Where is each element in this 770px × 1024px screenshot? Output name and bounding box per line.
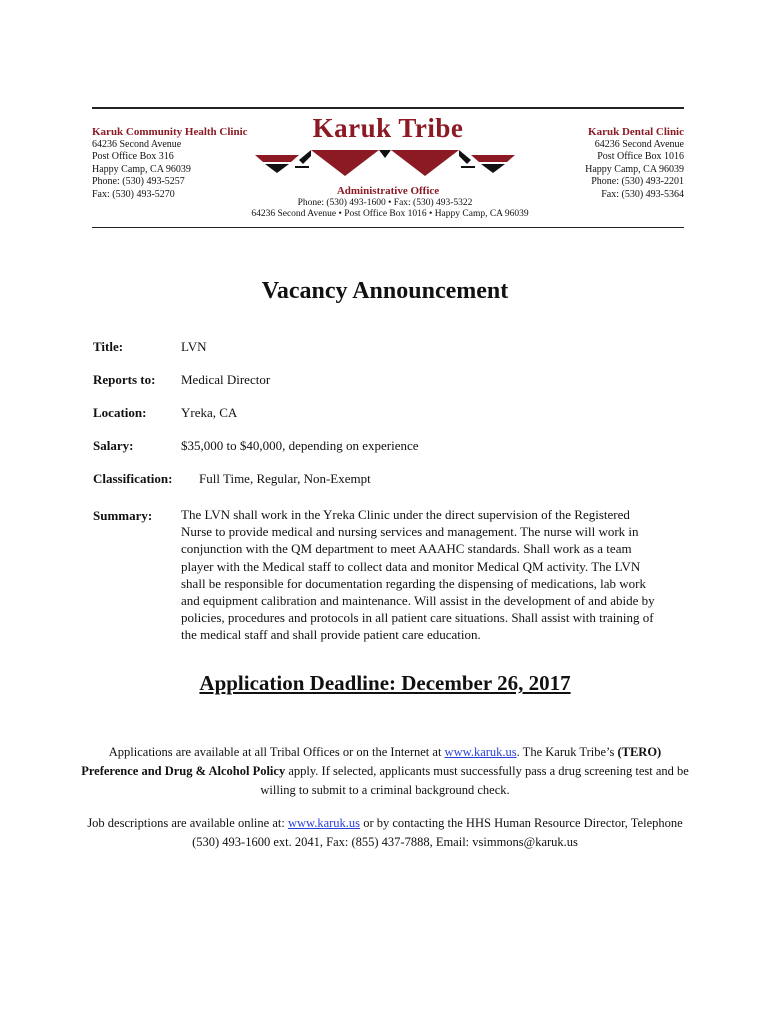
applications-paragraph bbox=[80, 743, 690, 800]
karuk-website-link[interactable]: www.karuk.us bbox=[444, 745, 517, 759]
left-clinic-address2: Post Office Box 316 bbox=[92, 151, 174, 163]
letterhead-bottom-rule bbox=[92, 227, 684, 228]
applications-text-3: apply. If selected, applicants must successfully pass a drug screening test and be willing to submit to a criminal background check. bbox=[260, 764, 689, 797]
applications-text: Applications are available at all Tribal Offices or on the Internet at bbox=[108, 745, 445, 759]
job-descriptions-paragraph bbox=[80, 814, 690, 852]
classification-label: Classification: bbox=[93, 471, 173, 486]
applications-text-2: . The Karuk Tribe’s bbox=[516, 745, 618, 759]
summary-text: The LVN shall work in the Yreka Clinic under the direct supervision of the Registered Nurse to provide medical and nursing services and management. The nurse will work in conjunction with the QM department to meet AAAHC standards. Shall work as a team player with the Medical staff to collect data and monitor Medical QM activity. The LVN shall be responsible for documentation regarding the dispensing of medications, lab work and equipment calibration and maintenance. Will assist in the development of and abide by policies, procedures and protocols in all patient care situations. Shall assist with training of the medical staff and shall provide patient care education. bbox=[181, 507, 655, 643]
job-descriptions-text: Job descriptions are available online at: bbox=[87, 816, 288, 830]
right-clinic-address2: Post Office Box 1016 bbox=[597, 151, 684, 163]
letterhead-top-rule bbox=[92, 107, 684, 109]
job-descriptions-text-2: or by contacting the HHS Human Resource Director, Telephone (530) 493-1600 ext. 2041, Fax: (855) 437-7888, Email: vsimmons@karuk.us bbox=[192, 816, 683, 849]
title-field-label: Title: bbox=[93, 339, 124, 354]
salary-value: $35,000 to $40,000, depending on experience bbox=[181, 438, 419, 453]
office-phone-line: Phone: (530) 493-1600 • Fax: (530) 493-5322 bbox=[297, 198, 473, 208]
right-clinic-address1: 64236 Second Avenue bbox=[594, 138, 684, 150]
right-clinic-fax: Fax: (530) 493-5364 bbox=[601, 188, 684, 200]
location-value: Yreka, CA bbox=[181, 405, 238, 420]
salary-label: Salary: bbox=[93, 438, 134, 453]
right-clinic-address-block bbox=[585, 126, 684, 202]
left-clinic-name: Karuk Community Health Clinic bbox=[92, 126, 248, 138]
left-clinic-fax: Fax: (530) 493-5270 bbox=[92, 188, 175, 200]
right-clinic-name: Karuk Dental Clinic bbox=[588, 126, 684, 138]
job-descriptions-link[interactable]: www.karuk.us bbox=[287, 816, 361, 830]
office-address-line: 64236 Second Avenue • Post Office Box 1016 • Happy Camp, CA 96039 bbox=[251, 209, 529, 219]
tero-policy-text: (TERO) Preference and Drug & Alcohol Policy bbox=[81, 745, 662, 778]
tribe-name-heading: Karuk Tribe bbox=[312, 113, 464, 143]
classification-value: Full Time, Regular, Non-Exempt bbox=[199, 471, 371, 486]
administrative-office-label: Administrative Office bbox=[336, 185, 440, 197]
left-clinic-city: Happy Camp, CA 96039 bbox=[92, 163, 191, 175]
reports-to-label: Reports to: bbox=[93, 372, 156, 387]
tribal-emblem-icon bbox=[255, 146, 515, 184]
left-clinic-address-block bbox=[92, 126, 248, 202]
left-clinic-phone: Phone: (530) 493-5257 bbox=[92, 176, 185, 188]
reports-to-value: Medical Director bbox=[181, 372, 271, 387]
application-deadline: Application Deadline: December 26, 2017 bbox=[199, 671, 571, 695]
title-field-value: LVN bbox=[181, 339, 207, 354]
left-clinic-address1: 64236 Second Avenue bbox=[92, 138, 182, 150]
right-clinic-city: Happy Camp, CA 96039 bbox=[585, 163, 684, 175]
right-clinic-phone: Phone: (530) 493-2201 bbox=[591, 176, 684, 188]
location-label: Location: bbox=[93, 405, 147, 420]
summary-label: Summary: bbox=[93, 508, 153, 523]
page-title: Vacancy Announcement bbox=[261, 278, 509, 304]
